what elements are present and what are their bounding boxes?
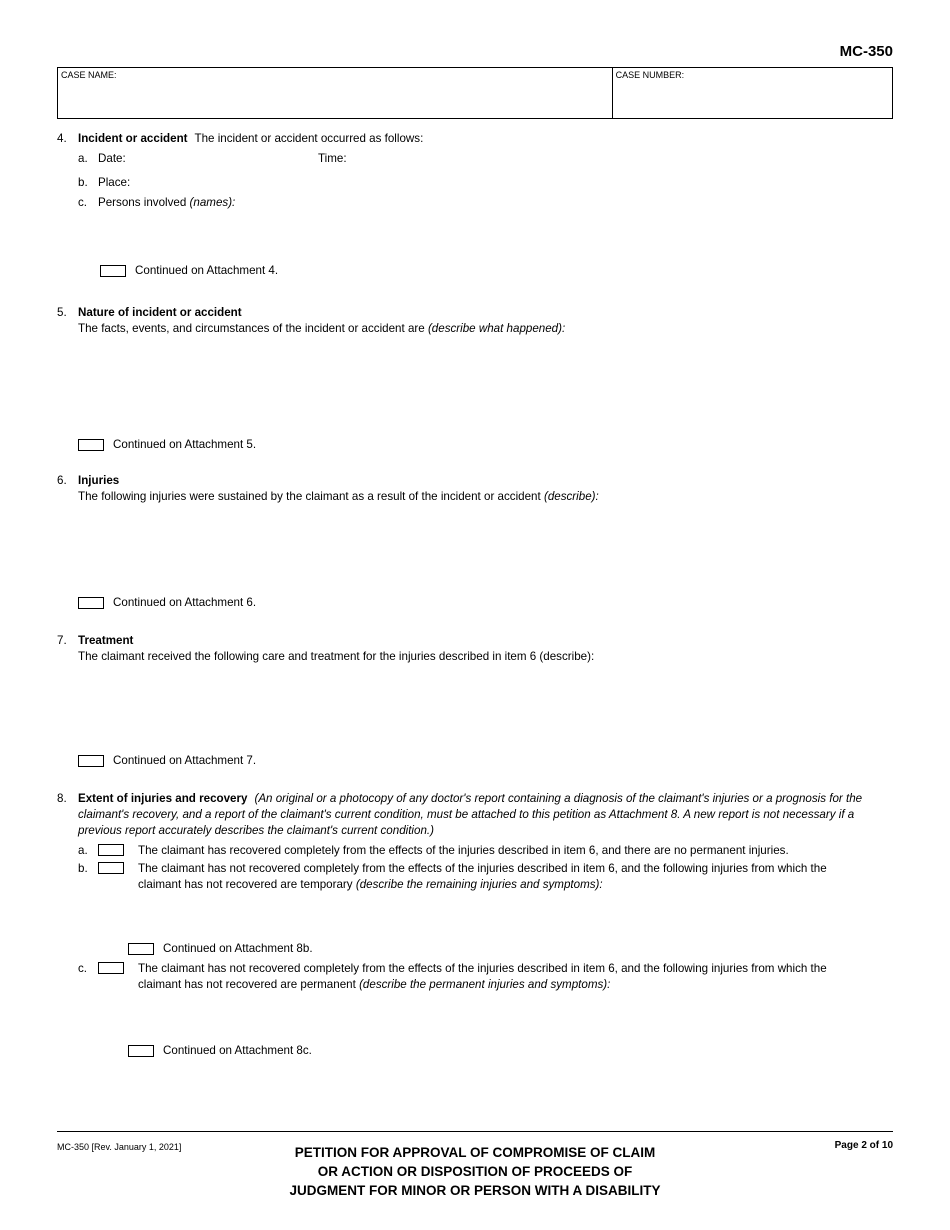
attachment-8b-label: Continued on Attachment 8b. <box>163 942 313 955</box>
form-footer <box>57 1131 893 1200</box>
date-label: Date: <box>98 152 126 165</box>
form-title-line-3: JUDGMENT FOR MINOR OR PERSON WITH A DISABILITY <box>289 1183 661 1198</box>
item-4-intro: The incident or accident occurred as follows: <box>194 132 424 145</box>
item-8c-row <box>57 961 893 993</box>
item-8b-note: (describe the remaining injuries and symptoms): <box>355 878 603 891</box>
date-input-area[interactable] <box>129 152 279 163</box>
item-5-continued-row <box>57 437 893 453</box>
item-8c-checkbox[interactable] <box>98 962 124 974</box>
attachment-7-checkbox[interactable] <box>78 755 104 767</box>
attachment-6-label: Continued on Attachment 6. <box>113 596 257 609</box>
attachment-4-checkbox[interactable] <box>100 265 126 277</box>
item-6 <box>57 473 893 505</box>
item-5-intro: The facts, events, and circumstances of the incident or accident are <box>78 322 425 335</box>
case-name-label: CASE NAME: <box>61 70 117 80</box>
attachment-8b-checkbox[interactable] <box>128 943 154 955</box>
form-number: MC-350 <box>839 43 893 60</box>
attachment-5-label: Continued on Attachment 5. <box>113 438 257 451</box>
item-7 <box>57 633 893 665</box>
item-5-intro-note: (describe what happened): <box>427 322 566 335</box>
attachment-8c-checkbox[interactable] <box>128 1045 154 1057</box>
item-4-continued-row <box>57 263 893 279</box>
item-6-description-fill-area[interactable] <box>57 505 893 595</box>
item-8b-description-fill-area[interactable] <box>57 893 893 941</box>
persons-involved-note: (names): <box>189 196 236 209</box>
item-8-number: 8. <box>57 792 67 805</box>
attachment-8c-label: Continued on Attachment 8c. <box>163 1044 312 1057</box>
item-8b-continued-row <box>57 941 893 957</box>
item-6-number: 6. <box>57 474 67 487</box>
item-8-heading <box>78 791 893 839</box>
case-name-field[interactable] <box>58 68 613 118</box>
item-8b-text: The claimant has not recovered completely from the effects of the injuries described in item 6, and the following injuries from which the claimant has not recovered are temporary <box>138 862 827 891</box>
item-6-intro-line <box>78 489 893 505</box>
item-7-description-fill-area[interactable] <box>57 665 893 753</box>
persons-involved-label: Persons involved <box>98 196 187 209</box>
item-4a-letter: a. <box>78 152 88 165</box>
item-7-intro: The claimant received the following care and treatment for the injuries described in item 6 (describe): <box>78 650 595 663</box>
item-7-title: Treatment <box>78 634 134 647</box>
case-number-label: CASE NUMBER: <box>615 70 685 80</box>
item-5-number: 5. <box>57 306 67 319</box>
place-input-area[interactable] <box>133 176 533 187</box>
item-8a-row <box>57 843 893 859</box>
item-8a-checkbox[interactable] <box>98 844 124 856</box>
item-6-intro-note: (describe): <box>543 490 599 503</box>
item-4b-row <box>78 175 893 191</box>
item-4a-row <box>78 151 893 167</box>
item-7-number: 7. <box>57 634 67 647</box>
time-input-area[interactable] <box>366 152 546 165</box>
item-8b-text-line <box>138 861 866 893</box>
item-8b-letter: b. <box>78 862 88 875</box>
item-5 <box>57 305 893 337</box>
item-6-intro: The following injuries were sustained by the claimant as a result of the incident or accident <box>78 490 541 503</box>
item-4-title: Incident or accident <box>78 132 188 145</box>
item-8-title: Extent of injuries and recovery <box>78 792 248 805</box>
attachment-5-checkbox[interactable] <box>78 439 104 451</box>
item-5-title: Nature of incident or accident <box>78 306 242 319</box>
place-label: Place: <box>98 176 131 189</box>
case-number-field[interactable] <box>613 68 892 118</box>
attachment-6-checkbox[interactable] <box>78 597 104 609</box>
item-4-number: 4. <box>57 132 67 145</box>
item-8c-text: The claimant has not recovered completely from the effects of the injuries described in item 6, and the following injuries from which the claimant has not recovered are permanent <box>138 962 827 991</box>
item-8c-continued-row <box>57 1043 893 1059</box>
page-number: Page 2 of 10 <box>834 1140 893 1151</box>
item-6-continued-row <box>57 595 893 611</box>
item-8b-checkbox[interactable] <box>98 862 124 874</box>
item-4 <box>57 131 893 211</box>
time-label: Time: <box>318 152 347 165</box>
form-title-line-2: OR ACTION OR DISPOSITION OF PROCEEDS OF <box>317 1164 633 1179</box>
item-8c-letter: c. <box>78 962 88 975</box>
item-4c-row <box>78 195 893 211</box>
item-4-persons-fill-area[interactable] <box>57 211 893 263</box>
item-8c-note: (describe the permanent injuries and symptoms): <box>359 978 611 991</box>
form-title <box>57 1132 893 1200</box>
form-revision: MC-350 [Rev. January 1, 2021] <box>57 1142 182 1152</box>
item-8a-letter: a. <box>78 844 88 857</box>
item-5-intro-line <box>78 321 893 337</box>
item-5-description-fill-area[interactable] <box>57 337 893 437</box>
attachment-7-label: Continued on Attachment 7. <box>113 754 257 767</box>
item-4b-letter: b. <box>78 176 88 189</box>
attachment-4-label: Continued on Attachment 4. <box>135 264 279 277</box>
item-8 <box>57 791 893 839</box>
item-6-title: Injuries <box>78 474 120 487</box>
item-7-continued-row <box>57 753 893 769</box>
form-title-line-1: PETITION FOR APPROVAL OF COMPROMISE OF CLAIM <box>294 1145 656 1160</box>
case-header-table <box>57 67 893 119</box>
item-8-note: (An original or a photocopy of any doctor's report containing a diagnosis of the claimant's injuries or a prognosis for the claimant's recovery, and a report of the claimant's current condition, must be attached to this petition as Attachment 8. A new report is not necessary if a previous report accurately describes the claimant's current condition.) <box>78 792 863 837</box>
item-8b-row <box>57 861 893 893</box>
item-4c-letter: c. <box>78 196 88 209</box>
item-4-heading <box>78 131 893 147</box>
item-8a-text: The claimant has recovered completely from the effects of the injuries described in item 6, and there are no permanent injuries. <box>138 844 789 857</box>
item-8c-text-line <box>138 961 866 993</box>
item-8c-description-fill-area[interactable] <box>57 993 893 1043</box>
